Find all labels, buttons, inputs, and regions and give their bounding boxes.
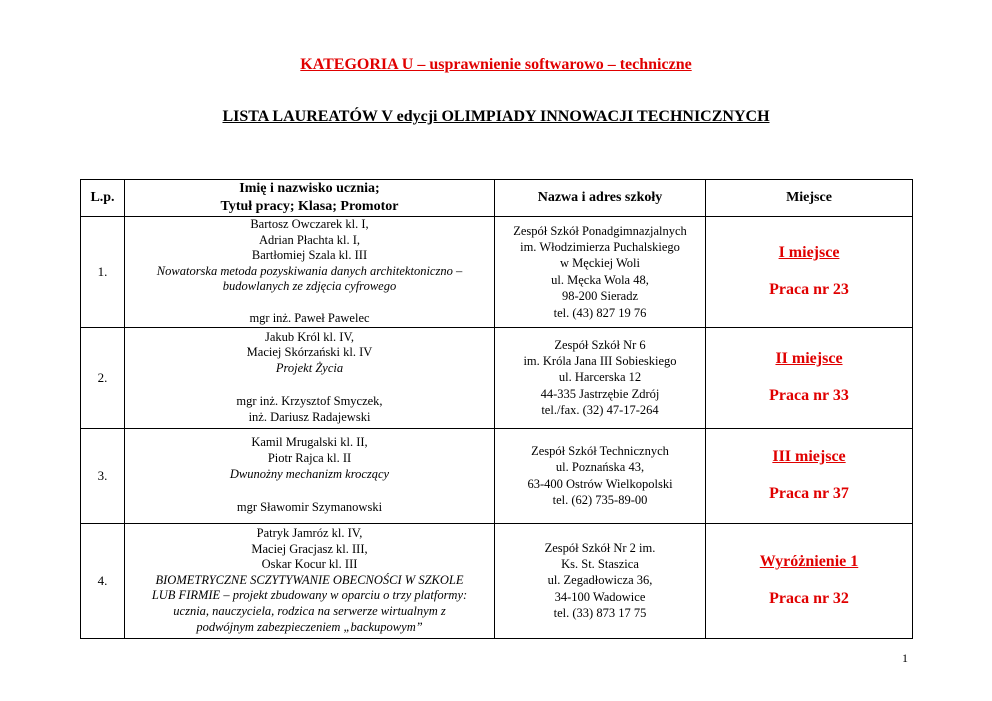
student-name: Kamil Mrugalski kl. II, — [251, 435, 368, 450]
list-title: LISTA LAUREATÓW V edycji OLIMPIADY INNOWACJI TECHNICZNYCH — [222, 108, 770, 125]
school-line: 44-335 Jastrzębie Zdrój — [540, 386, 660, 401]
work-number: Praca nr 32 — [769, 590, 849, 608]
work-number: Praca nr 33 — [769, 387, 849, 405]
school-line: 98-200 Sieradz — [561, 289, 639, 304]
work-title-line: podwójnym zabezpieczeniem „backupowym” — [196, 619, 423, 634]
table-row — [81, 523, 913, 638]
school-line: Zespół Szkół Nr 6 — [554, 337, 646, 352]
table-row — [81, 428, 913, 523]
work-number: Praca nr 23 — [769, 281, 849, 299]
student-name: Bartosz Owczarek kl. I, — [250, 217, 369, 231]
student-name: Maciej Skórzański kl. IV — [246, 345, 373, 360]
work-title-line: Nowatorska metoda pozyskiwania danych architektoniczno – — [156, 263, 463, 278]
row-lp: 3. — [81, 428, 125, 523]
row-lp: 1. — [81, 217, 125, 328]
promotor: inż. Dariusz Radajewski — [248, 409, 371, 424]
student-name: Piotr Rajca kl. II — [267, 450, 352, 465]
work-title-line: ucznia, nauczyciela, rodzica na serwerze wirtualnym z — [173, 603, 446, 618]
row-lp: 2. — [81, 327, 125, 428]
school-line: tel. (33) 873 17 75 — [553, 606, 647, 621]
student-name: Jakub Król kl. IV, — [264, 329, 354, 344]
school-line: Zespół Szkół Technicznych — [531, 443, 669, 458]
header-school: Nazwa i adres szkoły — [495, 180, 706, 217]
school-line: 63-400 Ostrów Wielkopolski — [527, 476, 673, 491]
table-header-row — [81, 180, 913, 217]
row-place-cell — [706, 327, 913, 428]
row-school-cell — [495, 217, 706, 328]
promotor: mgr Sławomir Szymanowski — [236, 500, 383, 515]
school-line: ul. Harcerska 12 — [558, 370, 642, 385]
page-number: 1 — [902, 651, 908, 665]
place-label: Wyróżnienie 1 — [759, 553, 859, 571]
school-line: 34-100 Wadowice — [554, 589, 646, 604]
header-lp: L.p. — [81, 180, 125, 217]
row-student-cell — [125, 327, 495, 428]
category-title: KATEGORIA U – usprawnienie softwarowo – techniczne — [300, 56, 692, 73]
school-line: ul. Poznańska 43, — [555, 460, 645, 475]
header-place: Miejsce — [706, 180, 913, 217]
student-name: Bartłomiej Szala kl. III — [251, 248, 368, 263]
row-student-cell — [125, 523, 495, 638]
student-name: Adrian Płachta kl. I, — [258, 232, 360, 247]
place-label: II miejsce — [775, 350, 843, 368]
promotor: mgr inż. Krzysztof Smyczek, — [236, 394, 383, 409]
student-name: Patryk Jamróz kl. IV, — [256, 525, 363, 540]
row-lp: 4. — [81, 523, 125, 638]
row-school-cell — [495, 428, 706, 523]
row-place-cell — [706, 428, 913, 523]
school-line: w Męckiej Woli — [560, 256, 640, 271]
school-line: tel. (62) 735-89-00 — [552, 492, 648, 507]
work-title-line: BIOMETRYCZNE SCZYTYWANIE OBECNOŚCI W SZKOLE — [155, 572, 464, 587]
row-student-cell — [125, 217, 495, 328]
row-student-cell — [125, 428, 495, 523]
school-line: Ks. St. Staszica — [561, 556, 639, 571]
student-name: Maciej Gracjasz kl. III, — [251, 541, 368, 556]
school-line: Zespół Szkół Ponadgimnazjalnych — [513, 223, 687, 238]
school-line: tel. (43) 827 19 76 — [553, 305, 647, 320]
table-row — [81, 217, 913, 328]
row-place-cell — [706, 217, 913, 328]
place-label: I miejsce — [778, 244, 840, 262]
row-school-cell — [495, 523, 706, 638]
laureates-table — [80, 179, 913, 639]
work-number: Praca nr 37 — [769, 485, 849, 503]
place-label: III miejsce — [772, 448, 846, 466]
work-title-line: LUB FIRMIE – projekt zbudowany w oparciu o trzy platformy: — [151, 588, 468, 603]
school-line: ul. Zegadłowicza 36, — [547, 573, 653, 588]
school-line: ul. Męcka Wola 48, — [551, 272, 649, 287]
work-title-line: Projekt Życia — [275, 360, 344, 375]
school-line: tel./fax. (32) 47-17-264 — [541, 403, 659, 418]
work-title-line: Dwunożny mechanizm kroczący — [229, 466, 390, 481]
table-row — [81, 327, 913, 428]
header-student — [125, 180, 495, 217]
school-line: im. Króla Jana III Sobieskiego — [523, 353, 677, 368]
row-school-cell — [495, 327, 706, 428]
header-student-line1: Imię i nazwisko ucznia; — [239, 181, 380, 196]
header-student-line2: Tytuł pracy; Klasa; Promotor — [220, 199, 399, 214]
work-title-line: budowlanych ze zdjęcia cyfrowego — [222, 279, 397, 294]
school-line: im. Włodzimierza Puchalskiego — [520, 239, 680, 254]
row-place-cell — [706, 523, 913, 638]
school-line: Zespół Szkół Nr 2 im. — [544, 540, 656, 555]
promotor: mgr inż. Paweł Pawelec — [249, 310, 370, 325]
student-name: Oskar Kocur kl. III — [261, 557, 358, 572]
